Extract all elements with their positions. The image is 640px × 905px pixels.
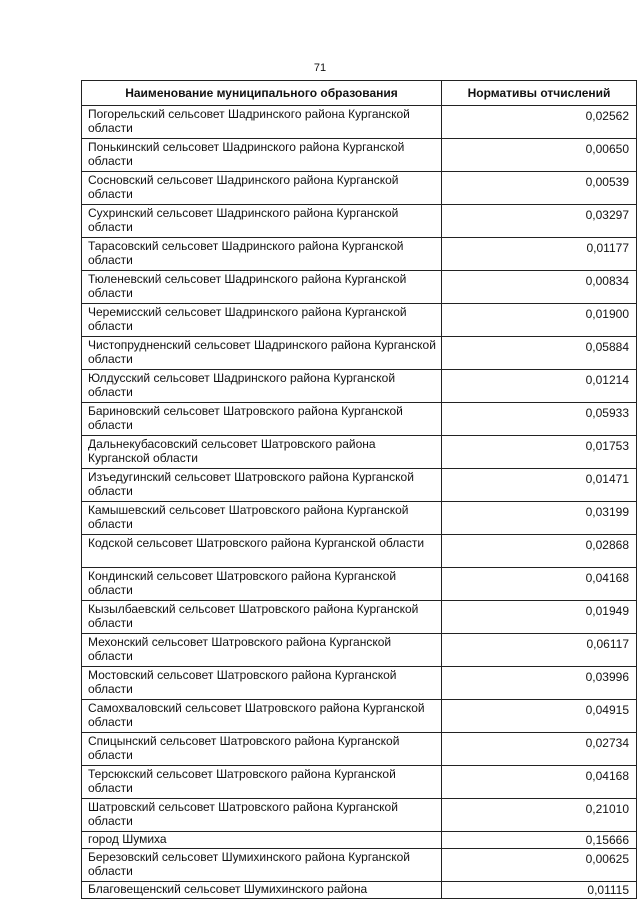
row-name: Кондинский сельсовет Шатровского района Курганской области xyxy=(82,568,442,601)
row-name: Мостовский сельсовет Шатровского района Курганской области xyxy=(82,667,442,700)
table-row xyxy=(82,469,637,502)
row-value: 0,05884 xyxy=(442,337,637,370)
row-value: 0,04168 xyxy=(442,766,637,799)
row-value: 0,01900 xyxy=(442,304,637,337)
row-value: 0,00625 xyxy=(442,849,637,882)
table-row xyxy=(82,436,637,469)
table-row xyxy=(82,502,637,535)
row-name: Шатровский сельсовет Шатровского района Курганской области xyxy=(82,799,442,832)
row-value: 0,01214 xyxy=(442,370,637,403)
column-header-value: Нормативы отчислений xyxy=(442,81,637,106)
row-value: 0,21010 xyxy=(442,799,637,832)
row-name: Бариновский сельсовет Шатровского района Курганской области xyxy=(82,403,442,436)
table-row xyxy=(82,799,637,832)
row-name: Кодской сельсовет Шатровского района Курганской области xyxy=(82,535,442,568)
table-row xyxy=(82,733,637,766)
row-value: 0,01949 xyxy=(442,601,637,634)
norms-table xyxy=(81,80,637,899)
row-value: 0,02868 xyxy=(442,535,637,568)
table-row xyxy=(82,667,637,700)
row-value: 0,00650 xyxy=(442,139,637,172)
row-value: 0,02562 xyxy=(442,106,637,139)
row-value: 0,03297 xyxy=(442,205,637,238)
row-value: 0,06117 xyxy=(442,634,637,667)
row-name: город Шумиха xyxy=(82,832,442,849)
table-row xyxy=(82,568,637,601)
row-value: 0,01471 xyxy=(442,469,637,502)
row-value: 0,02734 xyxy=(442,733,637,766)
row-name: Сухринский сельсовет Шадринского района Курганской области xyxy=(82,205,442,238)
row-name: Дальнекубасовский сельсовет Шатровского района Курганской области xyxy=(82,436,442,469)
row-value: 0,03199 xyxy=(442,502,637,535)
table-row xyxy=(82,634,637,667)
row-name: Тарасовский сельсовет Шадринского района Курганской области xyxy=(82,238,442,271)
row-name: Черемисский сельсовет Шадринского района Курганской области xyxy=(82,304,442,337)
table-row xyxy=(82,106,637,139)
row-name: Юлдусский сельсовет Шадринского района Курганской области xyxy=(82,370,442,403)
row-value: 0,04168 xyxy=(442,568,637,601)
table-row xyxy=(82,832,637,849)
row-name: Благовещенский сельсовет Шумихинского района xyxy=(82,882,442,899)
table-row xyxy=(82,882,637,899)
row-name: Камышевский сельсовет Шатровского района Курганской области xyxy=(82,502,442,535)
row-value: 0,15666 xyxy=(442,832,637,849)
table-row xyxy=(82,337,637,370)
table-header-row xyxy=(82,81,637,106)
row-name: Терсюкский сельсовет Шатровского района Курганской области xyxy=(82,766,442,799)
row-value: 0,00539 xyxy=(442,172,637,205)
table-row xyxy=(82,535,637,568)
row-name: Чистопрудненский сельсовет Шадринского района Курганской области xyxy=(82,337,442,370)
table-row xyxy=(82,205,637,238)
table-row xyxy=(82,271,637,304)
table-row xyxy=(82,700,637,733)
row-name: Березовский сельсовет Шумихинского района Курганской области xyxy=(82,849,442,882)
table-row xyxy=(82,370,637,403)
row-value: 0,03996 xyxy=(442,667,637,700)
row-name: Кызылбаевский сельсовет Шатровского района Курганской области xyxy=(82,601,442,634)
row-name: Мехонский сельсовет Шатровского района Курганской области xyxy=(82,634,442,667)
table-row xyxy=(82,238,637,271)
row-value: 0,01115 xyxy=(442,882,637,899)
row-name: Самохваловский сельсовет Шатровского района Курганской области xyxy=(82,700,442,733)
row-name: Погорельский сельсовет Шадринского района Курганской области xyxy=(82,106,442,139)
row-name: Изъедугинский сельсовет Шатровского района Курганской области xyxy=(82,469,442,502)
row-name: Понькинский сельсовет Шадринского района Курганской области xyxy=(82,139,442,172)
table-row xyxy=(82,403,637,436)
row-value: 0,00834 xyxy=(442,271,637,304)
table-row xyxy=(82,601,637,634)
table-row xyxy=(82,766,637,799)
table-row xyxy=(82,849,637,882)
row-name: Сосновский сельсовет Шадринского района Курганской области xyxy=(82,172,442,205)
row-name: Тюленевский сельсовет Шадринского района Курганской области xyxy=(82,271,442,304)
row-value: 0,05933 xyxy=(442,403,637,436)
page-number: 71 xyxy=(313,62,327,74)
row-value: 0,04915 xyxy=(442,700,637,733)
row-value: 0,01753 xyxy=(442,436,637,469)
column-header-name: Наименование муниципального образования xyxy=(82,81,442,106)
table-row xyxy=(82,139,637,172)
row-name: Спицынский сельсовет Шатровского района Курганской области xyxy=(82,733,442,766)
table-row xyxy=(82,172,637,205)
row-value: 0,01177 xyxy=(442,238,637,271)
table-row xyxy=(82,304,637,337)
